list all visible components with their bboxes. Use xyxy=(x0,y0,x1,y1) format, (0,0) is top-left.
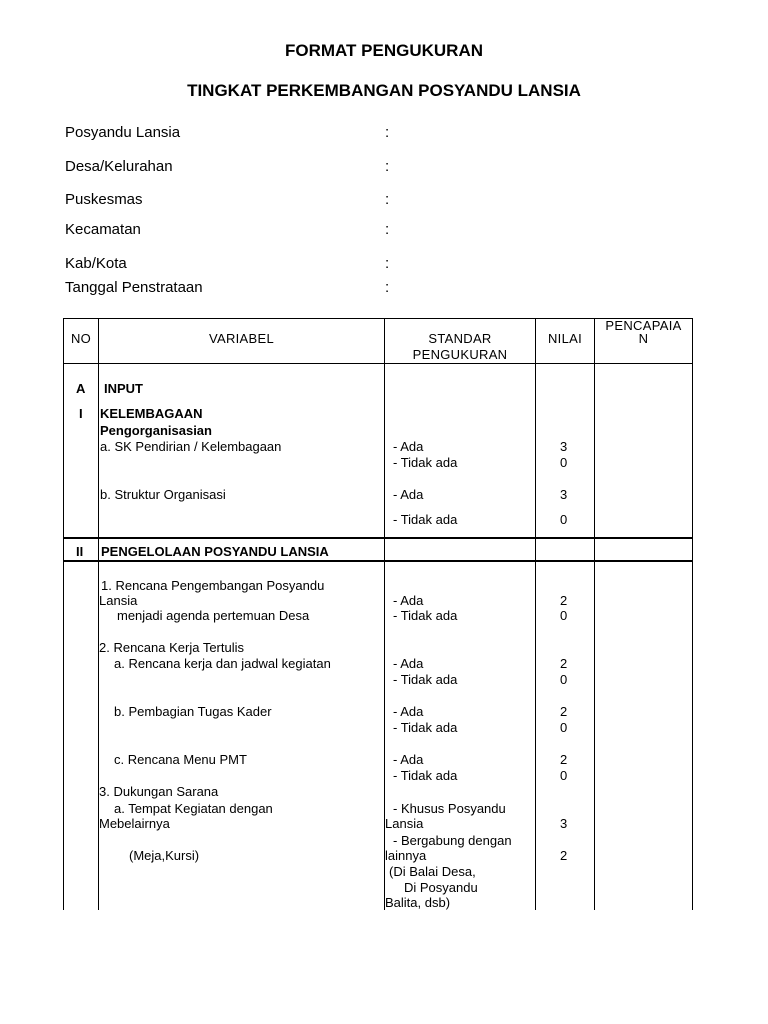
field-colon-posyandu: : xyxy=(385,124,390,141)
field-label-desa: Desa/Kelurahan xyxy=(65,158,173,175)
row-rencana-menu-label: c. Rencana Menu PMT xyxy=(114,752,247,767)
row-tempat-kegiatan-std1b: Lansia xyxy=(385,816,424,831)
row-tempat-kegiatan-std4: Di Posyandu xyxy=(404,880,478,895)
row-pembagian-tugas-nil2: 0 xyxy=(560,720,568,735)
row-tempat-kegiatan-nil2: 2 xyxy=(560,848,568,863)
row-sk-pendirian-std2: - Tidak ada xyxy=(393,455,458,470)
row-rencana-pengembangan-line2: Lansia xyxy=(99,593,138,608)
row-rencana-menu-nil2: 0 xyxy=(560,768,568,783)
row-rencana-pengembangan-nil2: 0 xyxy=(560,608,568,623)
row-rencana-menu-std2: - Tidak ada xyxy=(393,768,458,783)
row-struktur-nil1: 3 xyxy=(560,487,568,502)
section-ii-no: II xyxy=(76,544,84,559)
row-tempat-kegiatan-std2a: - Bergabung dengan xyxy=(393,833,512,848)
row-rencana-jadwal-std1: - Ada xyxy=(393,656,424,671)
section-i-no: I xyxy=(79,406,83,421)
field-colon-kecamatan: : xyxy=(385,221,390,238)
header-nilai: NILAI xyxy=(547,331,582,346)
row-sk-pendirian-std1: - Ada xyxy=(393,439,424,454)
row-sk-pendirian-nil1: 3 xyxy=(560,439,568,454)
header-no: NO xyxy=(70,331,92,346)
section-ii-bottom-border xyxy=(63,560,693,562)
header-standar-line1: STANDAR xyxy=(428,331,492,346)
row-rencana-pengembangan-line1: 1. Rencana Pengembangan Posyandu xyxy=(101,578,325,593)
section-i-label: KELEMBAGAAN xyxy=(100,406,203,421)
row-tempat-kegiatan-line1: a. Tempat Kegiatan dengan xyxy=(114,801,273,816)
field-label-tanggal: Tanggal Penstrataan xyxy=(65,279,203,296)
field-colon-puskesmas: : xyxy=(385,191,390,208)
row-rencana-kerja-label: 2. Rencana Kerja Tertulis xyxy=(99,640,245,655)
document-title: FORMAT PENGUKURAN xyxy=(284,41,483,60)
header-standar-line2: PENGUKURAN xyxy=(412,347,508,362)
row-tempat-kegiatan-std3: (Di Balai Desa, xyxy=(389,864,476,879)
row-tempat-kegiatan-line3: (Meja,Kursi) xyxy=(129,848,200,863)
row-struktur-std2: - Tidak ada xyxy=(393,512,458,527)
row-dukungan-sarana-label: 3. Dukungan Sarana xyxy=(99,784,219,799)
row-rencana-pengembangan-nil1: 2 xyxy=(560,593,568,608)
row-tempat-kegiatan-std5: Balita, dsb) xyxy=(385,895,451,910)
document-subtitle: TINGKAT PERKEMBANGAN POSYANDU LANSIA xyxy=(187,81,581,100)
header-variabel: VARIABEL xyxy=(208,331,275,346)
row-tempat-kegiatan-std2b: lainnya xyxy=(385,848,427,863)
row-rencana-jadwal-nil1: 2 xyxy=(560,656,568,671)
row-pembagian-tugas-label: b. Pembagian Tugas Kader xyxy=(114,704,272,719)
row-struktur-label: b. Struktur Organisasi xyxy=(100,487,226,502)
field-label-puskesmas: Puskesmas xyxy=(65,191,143,208)
row-rencana-pengembangan-line3: menjadi agenda pertemuan Desa xyxy=(117,608,310,623)
field-label-kabkota: Kab/Kota xyxy=(65,255,127,272)
field-label-kecamatan: Kecamatan xyxy=(65,221,141,238)
row-sk-pendirian-nil2: 0 xyxy=(560,455,568,470)
row-sk-pendirian-label: a. SK Pendirian / Kelembagaan xyxy=(100,439,282,454)
row-struktur-std1: - Ada xyxy=(393,487,424,502)
row-rencana-pengembangan-std2: - Tidak ada xyxy=(393,608,458,623)
section-a-label: INPUT xyxy=(104,381,143,396)
row-pembagian-tugas-std2: - Tidak ada xyxy=(393,720,458,735)
table-left-border xyxy=(63,318,64,910)
section-i-sublabel: Pengorganisasian xyxy=(100,423,212,438)
row-struktur-nil2: 0 xyxy=(560,512,568,527)
row-rencana-pengembangan-std1: - Ada xyxy=(393,593,424,608)
row-tempat-kegiatan-std1a: - Khusus Posyandu xyxy=(393,801,506,816)
field-colon-tanggal: : xyxy=(385,279,390,296)
field-label-posyandu: Posyandu Lansia xyxy=(65,124,181,141)
row-rencana-jadwal-label: a. Rencana kerja dan jadwal kegiatan xyxy=(114,656,331,671)
field-colon-desa: : xyxy=(385,158,390,175)
row-rencana-menu-nil1: 2 xyxy=(560,752,568,767)
section-ii-top-border xyxy=(63,537,693,539)
table-header-bottom-border xyxy=(63,363,693,364)
col-divider-standar xyxy=(535,318,536,910)
header-pencapaian-line2: N xyxy=(638,331,649,346)
header-pencapaian-line1: PENCAPAIA xyxy=(605,318,682,333)
row-tempat-kegiatan-line2: Mebelairnya xyxy=(99,816,170,831)
row-tempat-kegiatan-nil1: 3 xyxy=(560,816,568,831)
table-right-border xyxy=(692,318,693,910)
section-ii-label: PENGELOLAAN POSYANDU LANSIA xyxy=(101,544,329,559)
field-colon-kabkota: : xyxy=(385,255,390,272)
section-a-no: A xyxy=(76,381,86,396)
row-pembagian-tugas-std1: - Ada xyxy=(393,704,424,719)
row-rencana-jadwal-std2: - Tidak ada xyxy=(393,672,458,687)
row-rencana-jadwal-nil2: 0 xyxy=(560,672,568,687)
col-divider-nilai xyxy=(594,318,595,910)
row-rencana-menu-std1: - Ada xyxy=(393,752,424,767)
row-pembagian-tugas-nil1: 2 xyxy=(560,704,568,719)
